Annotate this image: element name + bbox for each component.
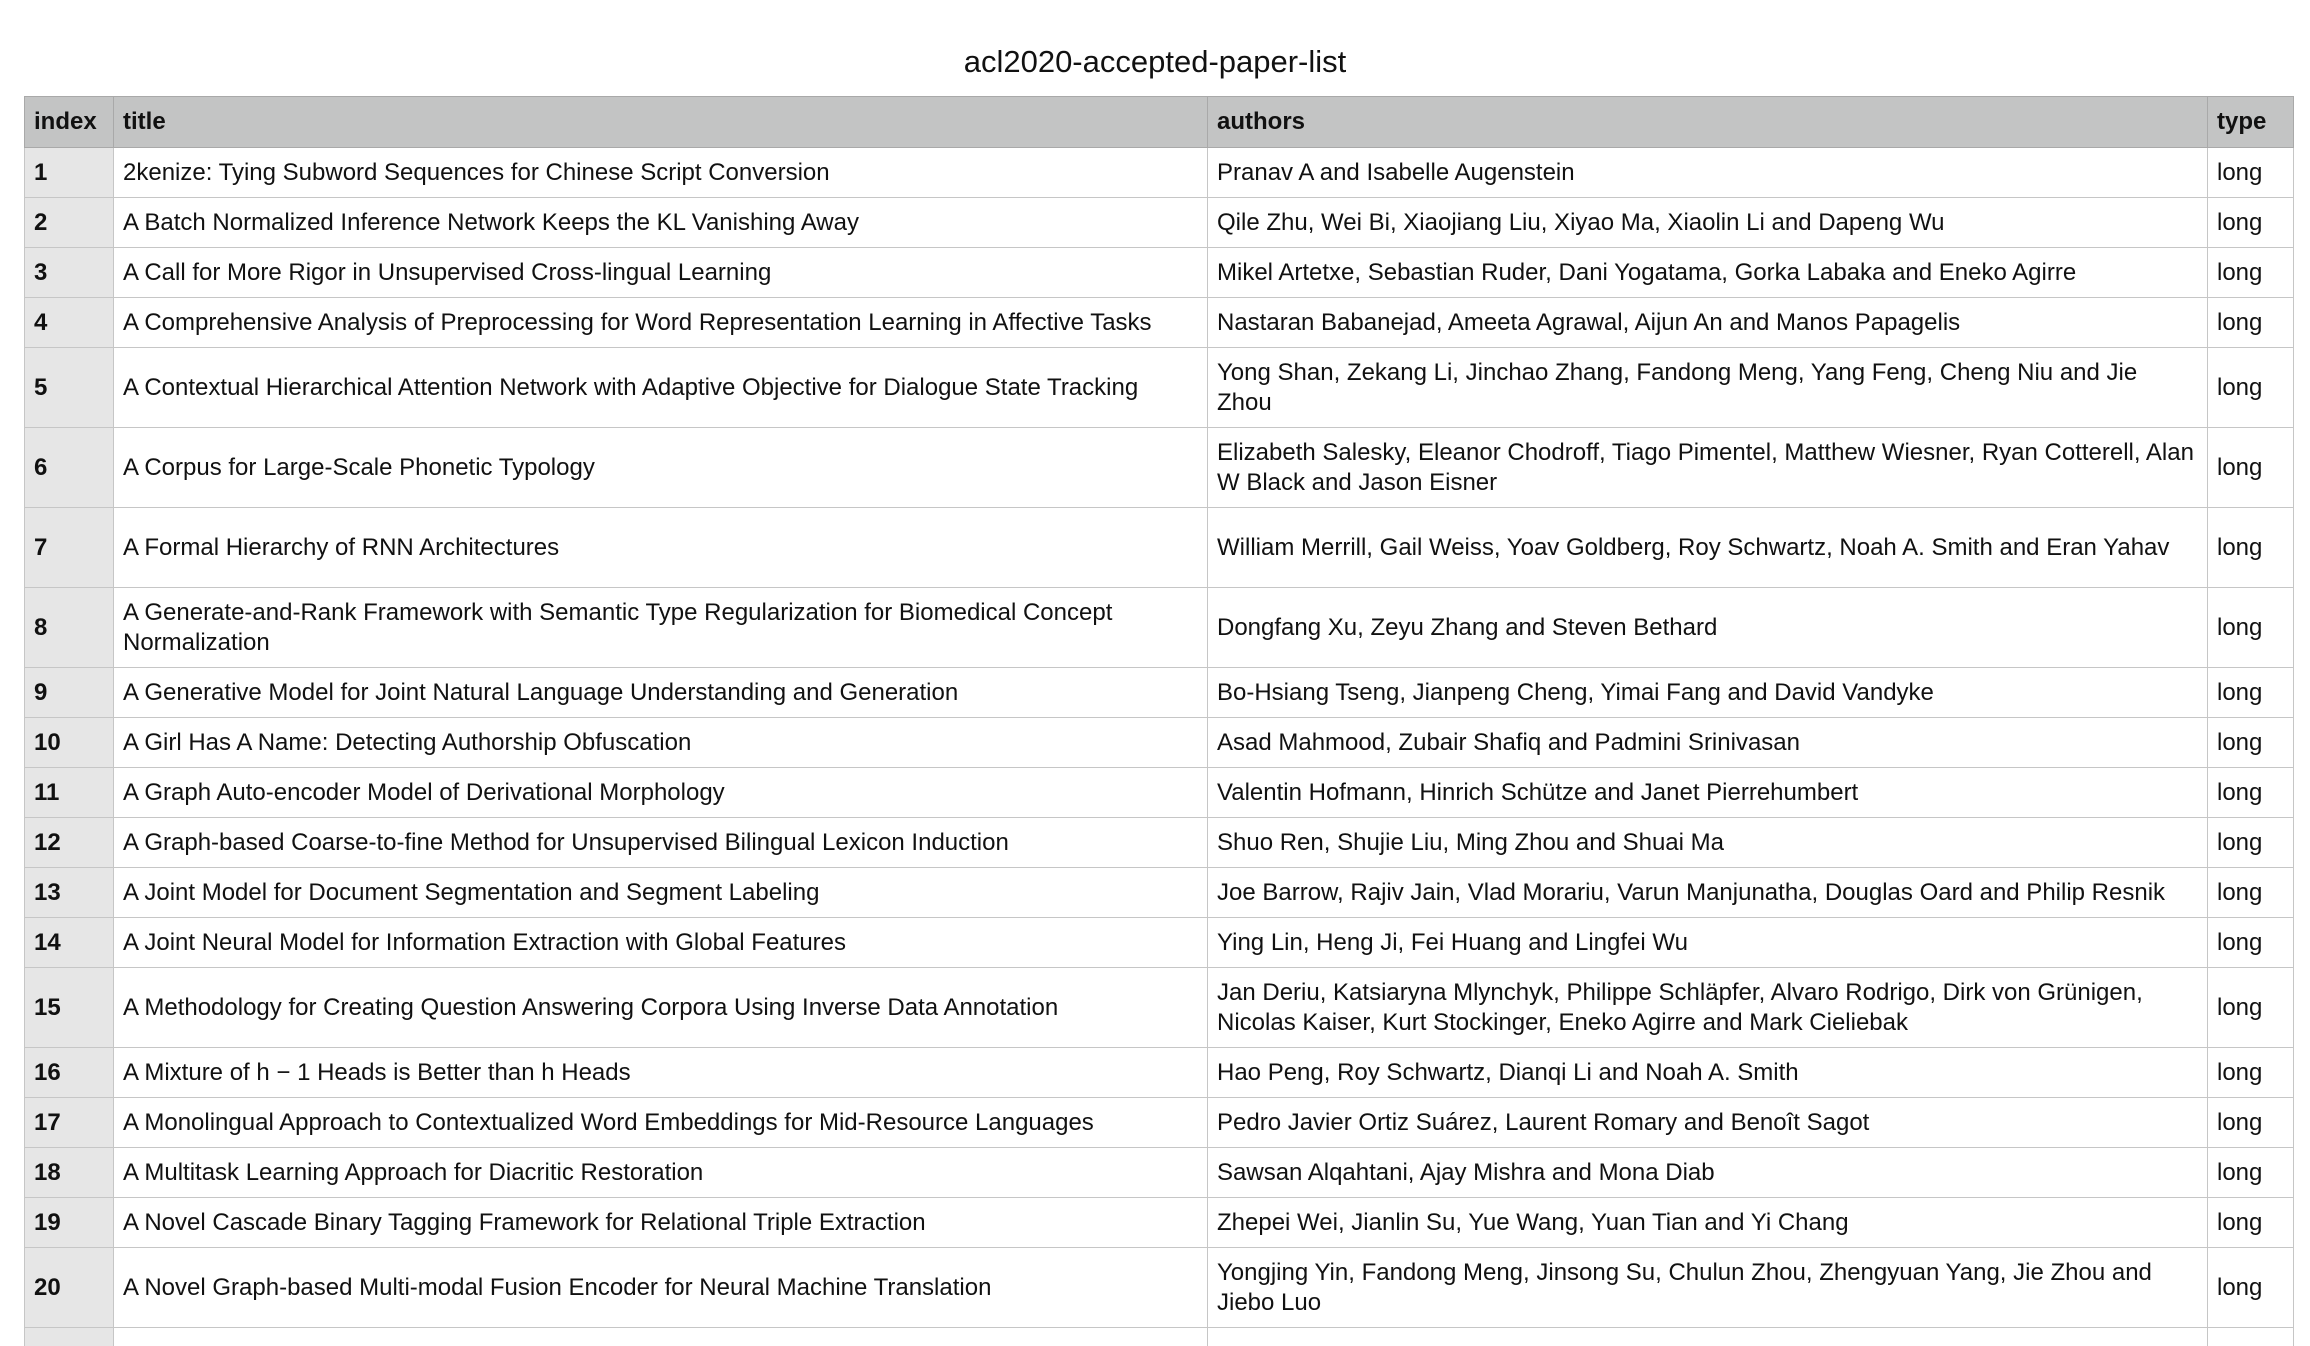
type-cell[interactable]: long [2208, 868, 2294, 918]
index-cell[interactable]: 18 [25, 1148, 114, 1198]
index-cell[interactable]: 8 [25, 588, 114, 668]
index-cell[interactable]: 12 [25, 818, 114, 868]
authors-cell[interactable]: Pedro Javier Ortiz Suárez, Laurent Romary and Benoît Sagot [1208, 1098, 2208, 1148]
type-cell[interactable]: long [2208, 918, 2294, 968]
index-cell[interactable]: 6 [25, 428, 114, 508]
type-cell[interactable]: long [2208, 1198, 2294, 1248]
table-row [25, 248, 2294, 298]
authors-cell[interactable]: Yong Shan, Zekang Li, Jinchao Zhang, Fandong Meng, Yang Feng, Cheng Niu and Jie Zhou [1208, 348, 2208, 428]
index-cell[interactable]: 3 [25, 248, 114, 298]
type-cell[interactable]: long [2208, 768, 2294, 818]
column-header-authors[interactable]: authors [1208, 97, 2208, 148]
authors-cell[interactable]: Valentin Hofmann, Hinrich Schütze and Janet Pierrehumbert [1208, 768, 2208, 818]
table-row [25, 198, 2294, 248]
index-cell-empty[interactable] [25, 1328, 114, 1346]
type-cell[interactable]: long [2208, 818, 2294, 868]
index-cell[interactable]: 9 [25, 668, 114, 718]
title-cell[interactable]: A Joint Model for Document Segmentation and Segment Labeling [114, 868, 1208, 918]
index-cell[interactable]: 17 [25, 1098, 114, 1148]
type-cell[interactable]: long [2208, 968, 2294, 1048]
title-cell[interactable]: A Monolingual Approach to Contextualized Word Embeddings for Mid-Resource Languages [114, 1098, 1208, 1148]
title-cell[interactable]: A Methodology for Creating Question Answering Corpora Using Inverse Data Annotation [114, 968, 1208, 1048]
type-cell[interactable]: long [2208, 668, 2294, 718]
title-cell[interactable]: A Novel Graph-based Multi-modal Fusion Encoder for Neural Machine Translation [114, 1248, 1208, 1328]
table-row [25, 1048, 2294, 1098]
table-row [25, 1098, 2294, 1148]
index-cell[interactable]: 1 [25, 148, 114, 198]
title-cell[interactable]: A Call for More Rigor in Unsupervised Cross-lingual Learning [114, 248, 1208, 298]
type-cell[interactable]: long [2208, 428, 2294, 508]
type-cell[interactable]: long [2208, 148, 2294, 198]
index-cell[interactable]: 13 [25, 868, 114, 918]
title-cell[interactable]: A Corpus for Large-Scale Phonetic Typology [114, 428, 1208, 508]
index-cell[interactable]: 15 [25, 968, 114, 1048]
authors-cell[interactable]: Nastaran Babanejad, Ameeta Agrawal, Aijun An and Manos Papagelis [1208, 298, 2208, 348]
type-cell[interactable]: long [2208, 1048, 2294, 1098]
header-row [25, 97, 2294, 148]
authors-cell[interactable]: William Merrill, Gail Weiss, Yoav Goldberg, Roy Schwartz, Noah A. Smith and Eran Yahav [1208, 508, 2208, 588]
type-cell[interactable]: long [2208, 298, 2294, 348]
authors-cell[interactable]: Sawsan Alqahtani, Ajay Mishra and Mona Diab [1208, 1148, 2208, 1198]
type-cell[interactable]: long [2208, 1148, 2294, 1198]
type-cell[interactable]: long [2208, 198, 2294, 248]
table-row [25, 968, 2294, 1048]
index-cell[interactable]: 16 [25, 1048, 114, 1098]
type-cell[interactable]: long [2208, 248, 2294, 298]
authors-cell[interactable]: Joe Barrow, Rajiv Jain, Vlad Morariu, Varun Manjunatha, Douglas Oard and Philip Resnik [1208, 868, 2208, 918]
table-row [25, 1148, 2294, 1198]
authors-cell-empty[interactable] [1208, 1328, 2208, 1346]
index-cell[interactable]: 2 [25, 198, 114, 248]
authors-cell[interactable]: Ying Lin, Heng Ji, Fei Huang and Lingfei Wu [1208, 918, 2208, 968]
title-cell[interactable]: 2kenize: Tying Subword Sequences for Chinese Script Conversion [114, 148, 1208, 198]
authors-cell[interactable]: Dongfang Xu, Zeyu Zhang and Steven Bethard [1208, 588, 2208, 668]
table-row [25, 918, 2294, 968]
authors-cell[interactable]: Zhepei Wei, Jianlin Su, Yue Wang, Yuan Tian and Yi Chang [1208, 1198, 2208, 1248]
authors-cell[interactable]: Qile Zhu, Wei Bi, Xiaojiang Liu, Xiyao Ma, Xiaolin Li and Dapeng Wu [1208, 198, 2208, 248]
authors-cell[interactable]: Pranav A and Isabelle Augenstein [1208, 148, 2208, 198]
title-cell[interactable]: A Generate-and-Rank Framework with Semantic Type Regularization for Biomedical Concept Normalization [114, 588, 1208, 668]
table-row [25, 818, 2294, 868]
table-row [25, 588, 2294, 668]
title-cell[interactable]: A Batch Normalized Inference Network Keeps the KL Vanishing Away [114, 198, 1208, 248]
table-row [25, 348, 2294, 428]
authors-cell[interactable]: Yongjing Yin, Fandong Meng, Jinsong Su, Chulun Zhou, Zhengyuan Yang, Jie Zhou and Jiebo Luo [1208, 1248, 2208, 1328]
type-cell[interactable]: long [2208, 588, 2294, 668]
title-cell[interactable]: A Graph-based Coarse-to-fine Method for Unsupervised Bilingual Lexicon Induction [114, 818, 1208, 868]
title-cell[interactable]: A Graph Auto-encoder Model of Derivational Morphology [114, 768, 1208, 818]
index-cell[interactable]: 11 [25, 768, 114, 818]
index-cell[interactable]: 4 [25, 298, 114, 348]
index-cell[interactable]: 19 [25, 1198, 114, 1248]
authors-cell[interactable]: Bo-Hsiang Tseng, Jianpeng Cheng, Yimai Fang and David Vandyke [1208, 668, 2208, 718]
table-row [25, 428, 2294, 508]
table-row [25, 1198, 2294, 1248]
table-row [25, 668, 2294, 718]
title-cell[interactable]: A Mixture of h − 1 Heads is Better than h Heads [114, 1048, 1208, 1098]
title-cell[interactable]: A Novel Cascade Binary Tagging Framework for Relational Triple Extraction [114, 1198, 1208, 1248]
table-row [25, 768, 2294, 818]
table-row [25, 148, 2294, 198]
title-cell[interactable]: A Joint Neural Model for Information Extraction with Global Features [114, 918, 1208, 968]
sheet-title: acl2020-accepted-paper-list [963, 44, 1347, 79]
authors-cell[interactable]: Shuo Ren, Shujie Liu, Ming Zhou and Shuai Ma [1208, 818, 2208, 868]
table-row-partial [25, 1328, 2294, 1346]
title-cell-empty[interactable] [114, 1328, 1208, 1346]
column-header-index[interactable]: index [25, 97, 114, 148]
paper-table [24, 96, 2294, 1346]
table-row [25, 508, 2294, 588]
table-row [25, 868, 2294, 918]
index-cell[interactable]: 14 [25, 918, 114, 968]
index-cell[interactable]: 7 [25, 508, 114, 588]
type-cell-empty[interactable] [2208, 1328, 2294, 1346]
type-cell[interactable]: long [2208, 1098, 2294, 1148]
title-cell[interactable]: A Girl Has A Name: Detecting Authorship Obfuscation [114, 718, 1208, 768]
title-cell[interactable]: A Generative Model for Joint Natural Language Understanding and Generation [114, 668, 1208, 718]
index-cell[interactable]: 20 [25, 1248, 114, 1328]
type-cell[interactable]: long [2208, 508, 2294, 588]
authors-cell[interactable]: Hao Peng, Roy Schwartz, Dianqi Li and Noah A. Smith [1208, 1048, 2208, 1098]
authors-cell[interactable]: Asad Mahmood, Zubair Shafiq and Padmini Srinivasan [1208, 718, 2208, 768]
table-row [25, 1248, 2294, 1328]
authors-cell[interactable]: Mikel Artetxe, Sebastian Ruder, Dani Yogatama, Gorka Labaka and Eneko Agirre [1208, 248, 2208, 298]
title-cell[interactable]: A Contextual Hierarchical Attention Network with Adaptive Objective for Dialogue State Tracking [114, 348, 1208, 428]
title-cell[interactable]: A Comprehensive Analysis of Preprocessing for Word Representation Learning in Affective Tasks [114, 298, 1208, 348]
index-cell[interactable]: 5 [25, 348, 114, 428]
column-header-type[interactable]: type [2208, 97, 2294, 148]
table-row [25, 718, 2294, 768]
title-cell[interactable]: A Multitask Learning Approach for Diacritic Restoration [114, 1148, 1208, 1198]
table-row [25, 298, 2294, 348]
index-cell[interactable]: 10 [25, 718, 114, 768]
authors-cell[interactable]: Elizabeth Salesky, Eleanor Chodroff, Tiago Pimentel, Matthew Wiesner, Ryan Cotterell, Alan W Black and Jason Eisner [1208, 428, 2208, 508]
type-cell[interactable]: long [2208, 348, 2294, 428]
title-cell[interactable]: A Formal Hierarchy of RNN Architectures [114, 508, 1208, 588]
type-cell[interactable]: long [2208, 718, 2294, 768]
type-cell[interactable]: long [2208, 1248, 2294, 1328]
authors-cell[interactable]: Jan Deriu, Katsiaryna Mlynchyk, Philippe Schläpfer, Alvaro Rodrigo, Dirk von Grünigen, Nicolas Kaiser, Kurt Stockinger, Eneko Agirre and Mark Cieliebak [1208, 968, 2208, 1048]
column-header-title[interactable]: title [114, 97, 1208, 148]
